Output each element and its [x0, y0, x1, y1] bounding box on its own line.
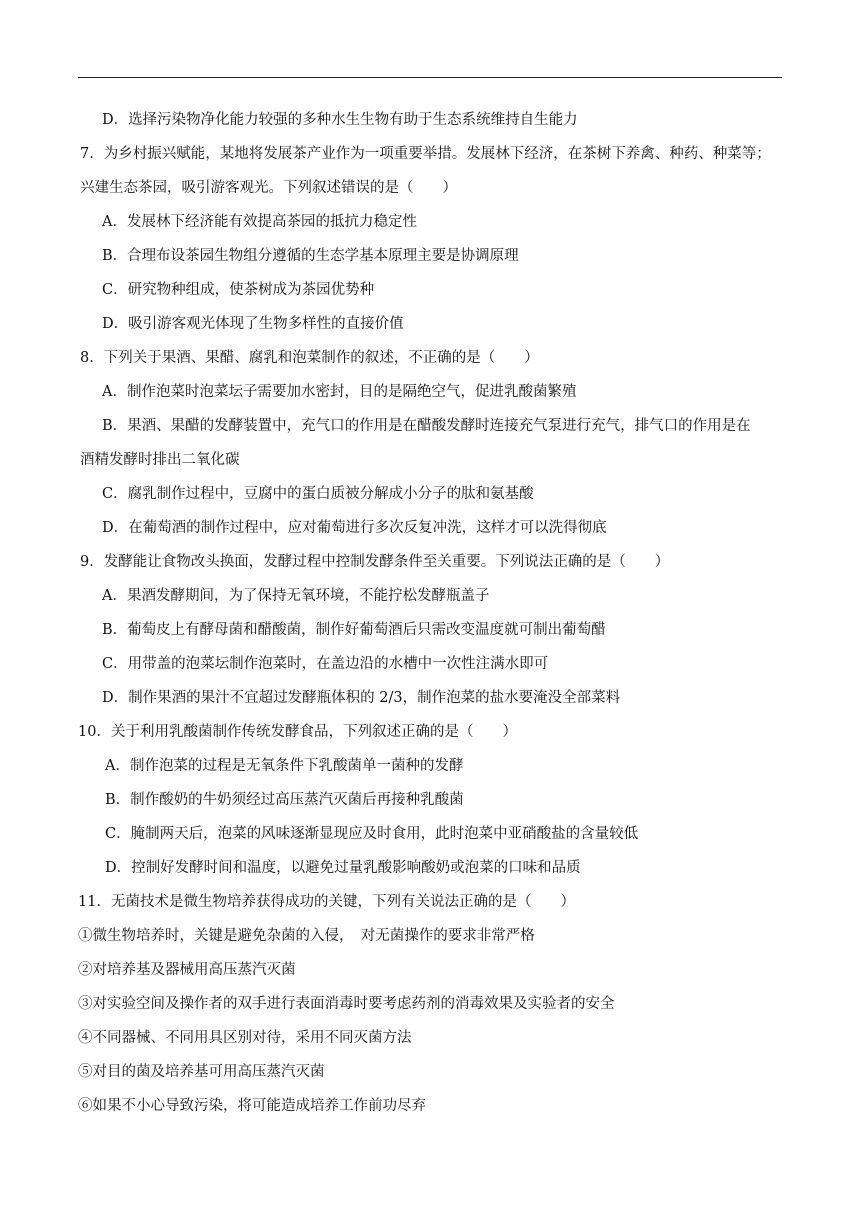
q10-option-d: D．控制好发酵时间和温度，以避免过量乳酸影响酸奶或泡菜的口味和品质 — [105, 860, 581, 876]
q10-stem: 10．关于利用乳酸菌制作传统发酵食品，下列叙述正确的是（ ） — [78, 724, 517, 740]
q10-option-a: A．制作泡菜的过程是无氧条件下乳酸菌单一菌种的发酵 — [105, 758, 464, 774]
q9-option-b: B．葡萄皮上有酵母菌和醋酸菌，制作好葡萄酒后只需改变温度就可制出葡萄醋 — [102, 622, 606, 638]
q10-option-c: C．腌制两天后，泡菜的风味逐渐显现应及时食用，此时泡菜中亚硝酸盐的含量较低 — [105, 826, 639, 842]
q7-option-b: B．合理布设茶园生物组分遵循的生态学基本原理主要是协调原理 — [102, 248, 519, 264]
q11-item: ②对培养基及器械用高压蒸汽灭菌 — [78, 962, 296, 978]
q8-option-c: C．腐乳制作过程中，豆腐中的蛋白质被分解成小分子的肽和氨基酸 — [102, 486, 534, 502]
q8-stem: 8．下列关于果酒、果醋、腐乳和泡菜制作的叙述，不正确的是（ ） — [80, 350, 539, 366]
q10-option-b: B．制作酸奶的牛奶须经过高压蒸汽灭菌后再接种乳酸菌 — [105, 792, 464, 808]
q9-stem: 9．发酵能让食物改头换面，发酵过程中控制发酵条件至关重要。下列说法正确的是（ ） — [80, 554, 670, 570]
header-rule — [78, 77, 782, 78]
q7-stem-cont: 兴建生态茶园，吸引游客观光。下列叙述错误的是（ ） — [80, 180, 457, 196]
q11-item: ④不同器械、不同用具区别对待，采用不同灭菌方法 — [78, 1030, 412, 1046]
q11-stem: 11．无菌技术是微生物培养获得成功的关键，下列有关说法正确的是（ ） — [78, 894, 575, 910]
q7-option-a: A．发展林下经济能有效提高茶园的抵抗力稳定性 — [102, 214, 417, 230]
q6-option-d: D．选择污染物净化能力较强的多种水生生物有助于生态系统维持自生能力 — [102, 112, 578, 128]
q11-item: ③对实验空间及操作者的双手进行表面消毒时要考虑药剂的消毒效果及实验者的安全 — [78, 996, 615, 1012]
q8-option-b-cont: 酒精发酵时排出二氧化碳 — [80, 452, 240, 468]
q8-option-b: B．果酒、果醋的发酵装置中，充气口的作用是在醋酸发酵时连接充气泵进行充气，排气口的作用是在 — [102, 418, 751, 434]
q11-item: ⑤对目的菌及培养基可用高压蒸汽灭菌 — [78, 1064, 325, 1080]
q7-stem: 7．为乡村振兴赋能，某地将发展茶产业作为一项重要举措。发展林下经济，在茶树下养禽、种药、种菜等； — [80, 146, 771, 162]
q8-option-a: A．制作泡菜时泡菜坛子需要加水密封，目的是隔绝空气，促进乳酸菌繁殖 — [102, 384, 577, 400]
q9-option-d: D．制作果酒的果汁不宜超过发酵瓶体积的 2/3，制作泡菜的盐水要淹没全部菜料 — [102, 690, 621, 706]
q7-option-d: D．吸引游客观光体现了生物多样性的直接价值 — [102, 316, 404, 332]
q11-item: ⑥如果不小心导致污染，将可能造成培养工作前功尽弃 — [78, 1098, 426, 1114]
q11-item: ①微生物培养时，关键是避免杂菌的入侵， 对无菌操作的要求非常严格 — [78, 928, 535, 944]
q9-option-c: C．用带盖的泡菜坛制作泡菜时，在盖边沿的水槽中一次性注满水即可 — [102, 656, 549, 672]
q7-option-c: C．研究物种组成，使茶树成为茶园优势种 — [102, 282, 375, 298]
q8-option-d: D．在葡萄酒的制作过程中，应对葡萄进行多次反复冲洗，这样才可以洗得彻底 — [102, 520, 607, 536]
q9-option-a: A．果酒发酵期间，为了保持无氧环境，不能拧松发酵瓶盖子 — [102, 588, 490, 604]
